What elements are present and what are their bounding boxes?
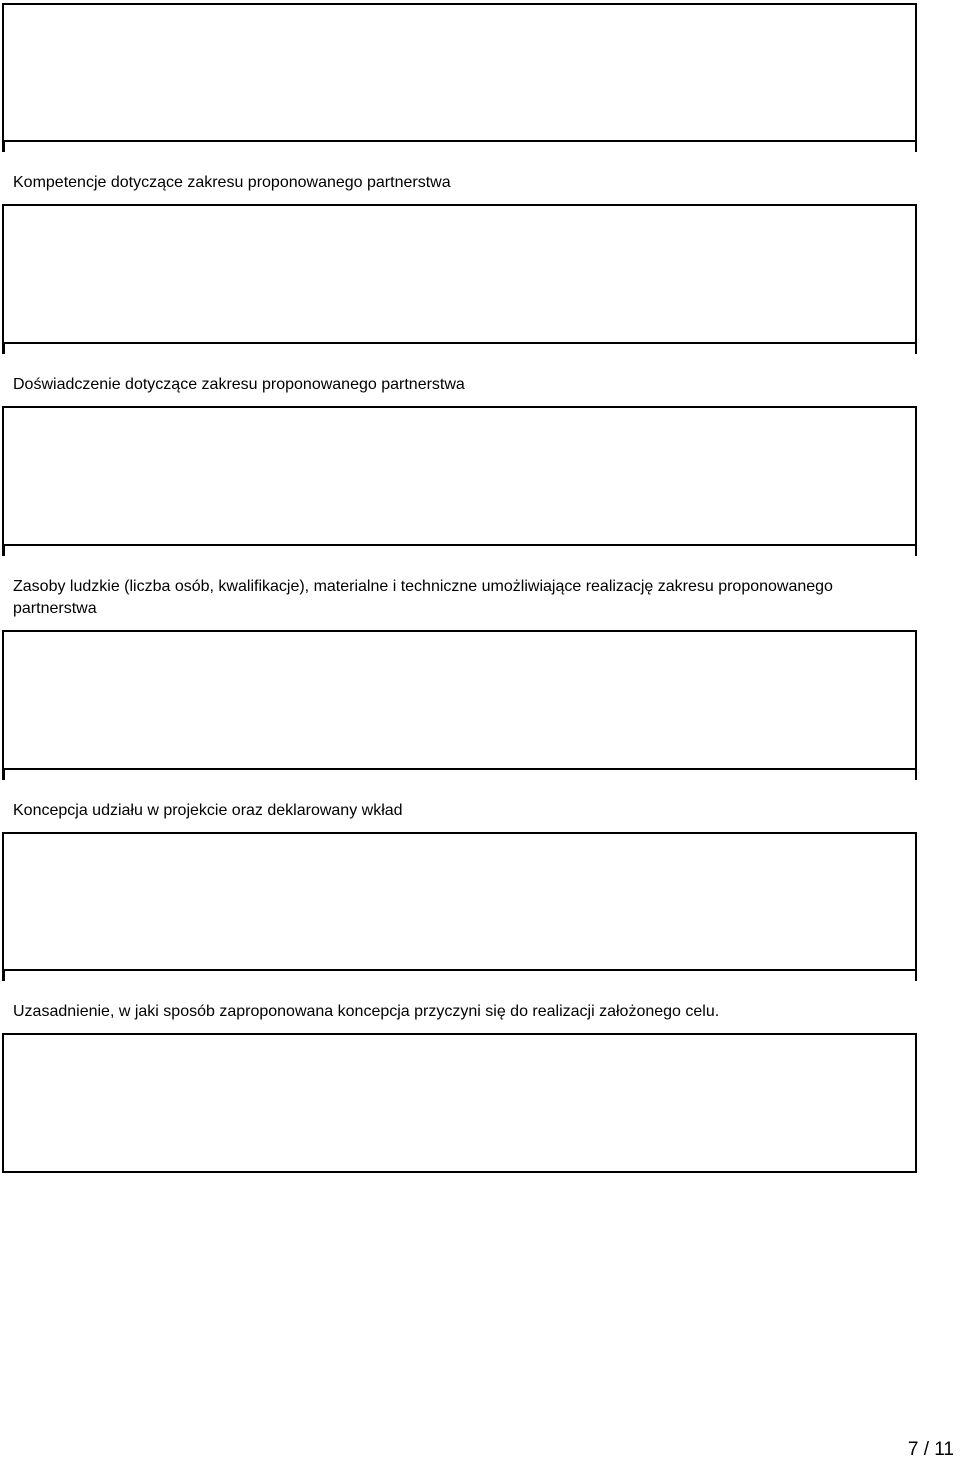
box-tick-left — [2, 770, 5, 780]
box-tick-left — [2, 344, 5, 354]
box-tick-right — [915, 770, 918, 780]
field-label-concept: Koncepcja udziału w projekcie oraz deklarowany wkład — [13, 802, 403, 819]
box-tick-left — [2, 971, 5, 981]
answer-box-experience[interactable] — [2, 406, 917, 546]
answer-box-previous[interactable] — [2, 3, 917, 142]
box-tick-left — [2, 546, 5, 556]
answer-box-resources[interactable] — [2, 630, 917, 770]
field-label-justification: Uzasadnienie, w jaki sposób zaproponowana koncepcja przyczyni się do realizacji założonego celu. — [13, 1003, 720, 1020]
page-number: 7 / 11 — [907, 1439, 954, 1460]
answer-box-competences[interactable] — [2, 204, 917, 344]
box-tick-right — [915, 344, 918, 354]
answer-box-justification[interactable] — [2, 1033, 917, 1173]
box-tick-right — [915, 971, 918, 981]
field-label-resources: Zasoby ludzkie (liczba osób, kwalifikacje), materialne i techniczne umożliwiające realizację zakresu proponowanego partnerstwa — [13, 578, 833, 617]
box-tick-left — [2, 142, 5, 152]
box-tick-right — [915, 142, 918, 152]
box-tick-right — [915, 546, 918, 556]
field-label-competences: Kompetencje dotyczące zakresu proponowanego partnerstwa — [13, 174, 451, 191]
field-label-experience: Doświadczenie dotyczące zakresu proponowanego partnerstwa — [13, 376, 465, 393]
answer-box-concept[interactable] — [2, 832, 917, 971]
